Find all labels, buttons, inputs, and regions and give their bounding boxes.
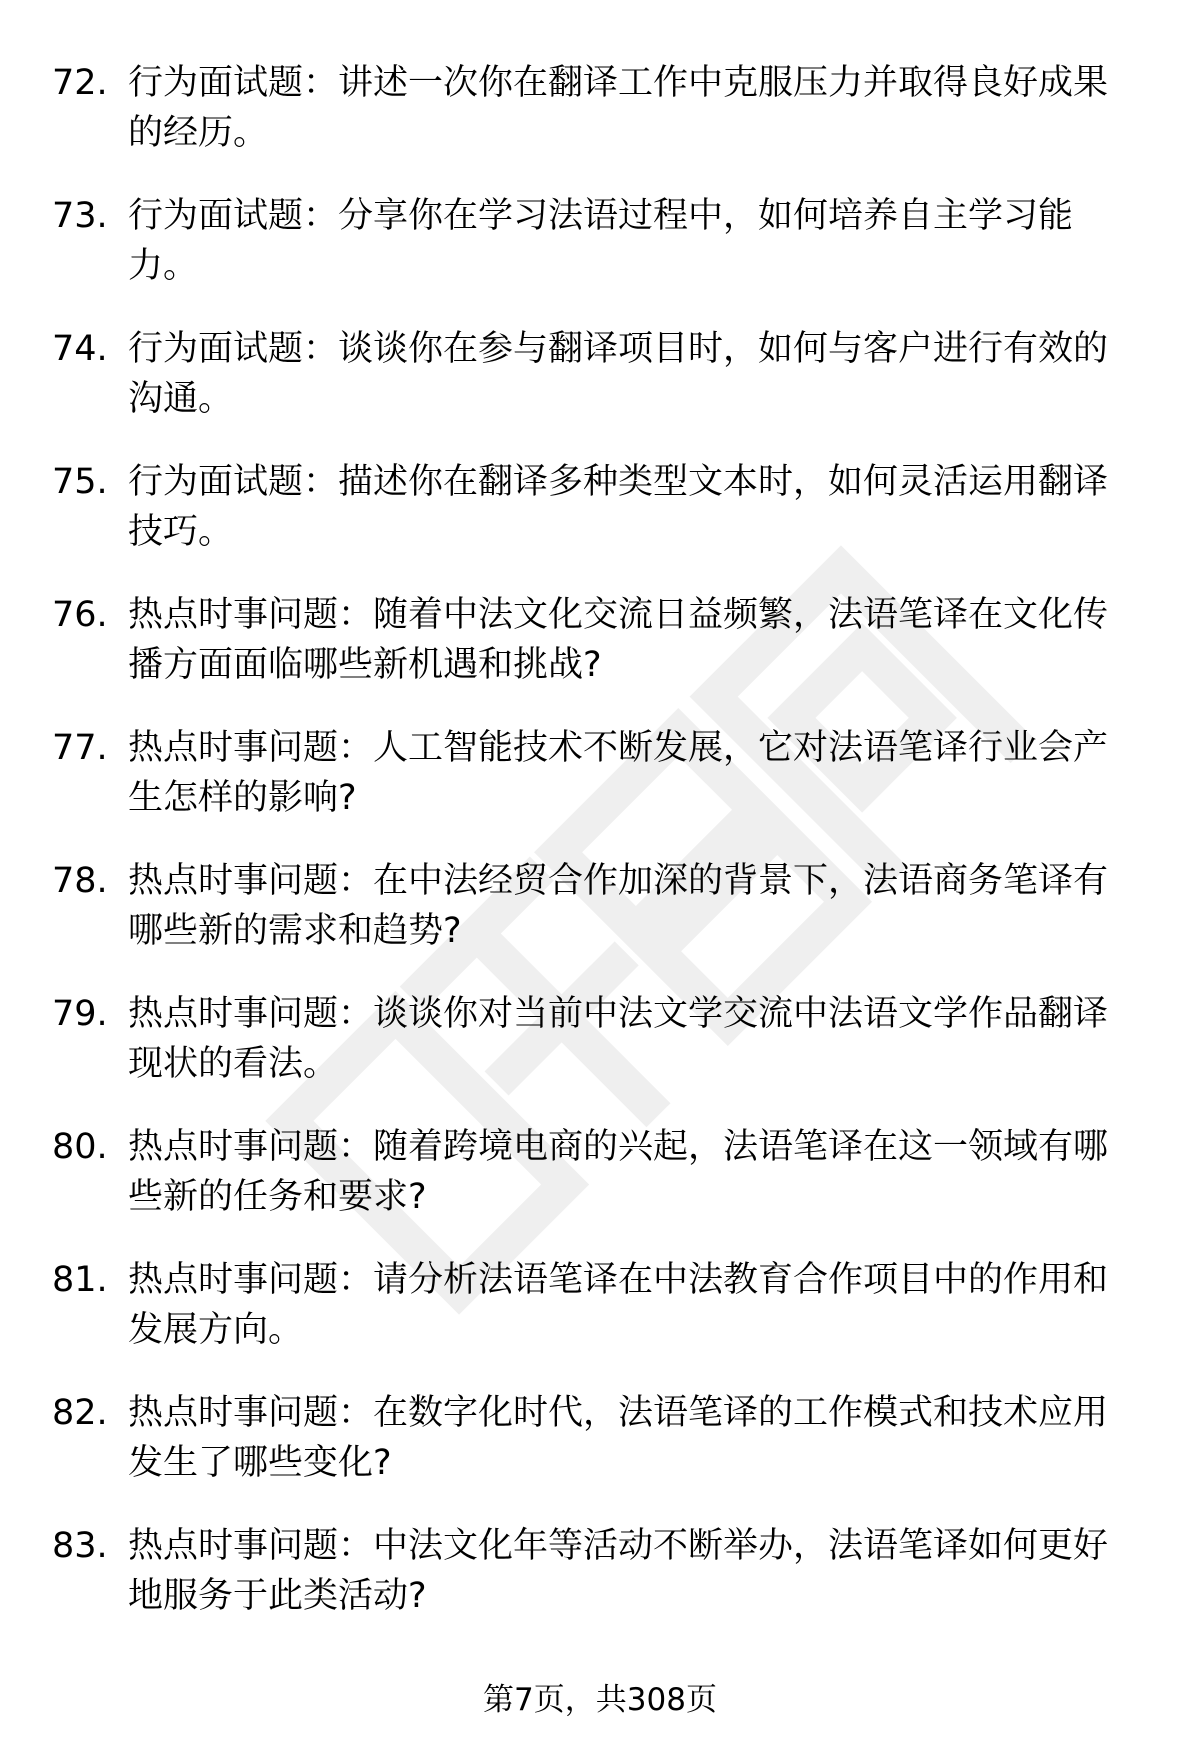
question-item-74 — [52, 324, 1142, 424]
question-number: 79. — [52, 994, 108, 1034]
question-item-80 — [52, 1122, 1142, 1222]
question-list — [52, 58, 1142, 1654]
question-text: 热点时事问题：中法文化年等活动不断举办，法语笔译如何更好地服务于此类活动? — [128, 1526, 1109, 1616]
question-number: 78. — [52, 861, 108, 901]
question-text: 热点时事问题：在数字化时代，法语笔译的工作模式和技术应用发生了哪些变化? — [128, 1393, 1109, 1483]
question-text: 热点时事问题：谈谈你对当前中法文学交流中法语文学作品翻译现状的看法。 — [128, 994, 1109, 1084]
question-item-77 — [52, 723, 1142, 823]
question-item-78 — [52, 856, 1142, 956]
page-number-footer: 第7页，共308页 — [483, 1682, 717, 1718]
question-item-73 — [52, 191, 1142, 291]
question-text: 热点时事问题：随着中法文化交流日益频繁，法语笔译在文化传播方面面临哪些新机遇和挑战? — [128, 595, 1109, 685]
question-text: 热点时事问题：在中法经贸合作加深的背景下，法语商务笔译有哪些新的需求和趋势? — [128, 861, 1109, 951]
question-text: 热点时事问题：随着跨境电商的兴起，法语笔译在这一领域有哪些新的任务和要求? — [128, 1127, 1109, 1217]
question-number: 74. — [52, 329, 108, 369]
question-number: 72. — [52, 63, 108, 103]
question-number: 82. — [52, 1393, 108, 1433]
question-text: 行为面试题：分享你在学习法语过程中，如何培养自主学习能力。 — [128, 196, 1074, 286]
question-text: 行为面试题：谈谈你在参与翻译项目时，如何与客户进行有效的沟通。 — [128, 329, 1109, 419]
question-text: 热点时事问题：请分析法语笔译在中法教育合作项目中的作用和发展方向。 — [128, 1260, 1109, 1350]
question-item-76 — [52, 590, 1142, 690]
question-item-79 — [52, 989, 1142, 1089]
question-item-82 — [52, 1388, 1142, 1488]
question-text: 行为面试题：描述你在翻译多种类型文本时，如何灵活运用翻译技巧。 — [128, 462, 1109, 552]
question-text: 行为面试题：讲述一次你在翻译工作中克服压力并取得良好成果的经历。 — [128, 63, 1109, 153]
question-number: 80. — [52, 1127, 108, 1167]
question-item-81 — [52, 1255, 1142, 1355]
question-text: 热点时事问题：人工智能技术不断发展，它对法语笔译行业会产生怎样的影响? — [128, 728, 1109, 818]
question-number: 75. — [52, 462, 108, 502]
question-number: 77. — [52, 728, 108, 768]
question-number: 83. — [52, 1526, 108, 1566]
question-number: 73. — [52, 196, 108, 236]
question-number: 81. — [52, 1260, 108, 1300]
question-item-83 — [52, 1521, 1142, 1621]
question-item-75 — [52, 457, 1142, 557]
question-number: 76. — [52, 595, 108, 635]
question-item-72 — [52, 58, 1142, 158]
